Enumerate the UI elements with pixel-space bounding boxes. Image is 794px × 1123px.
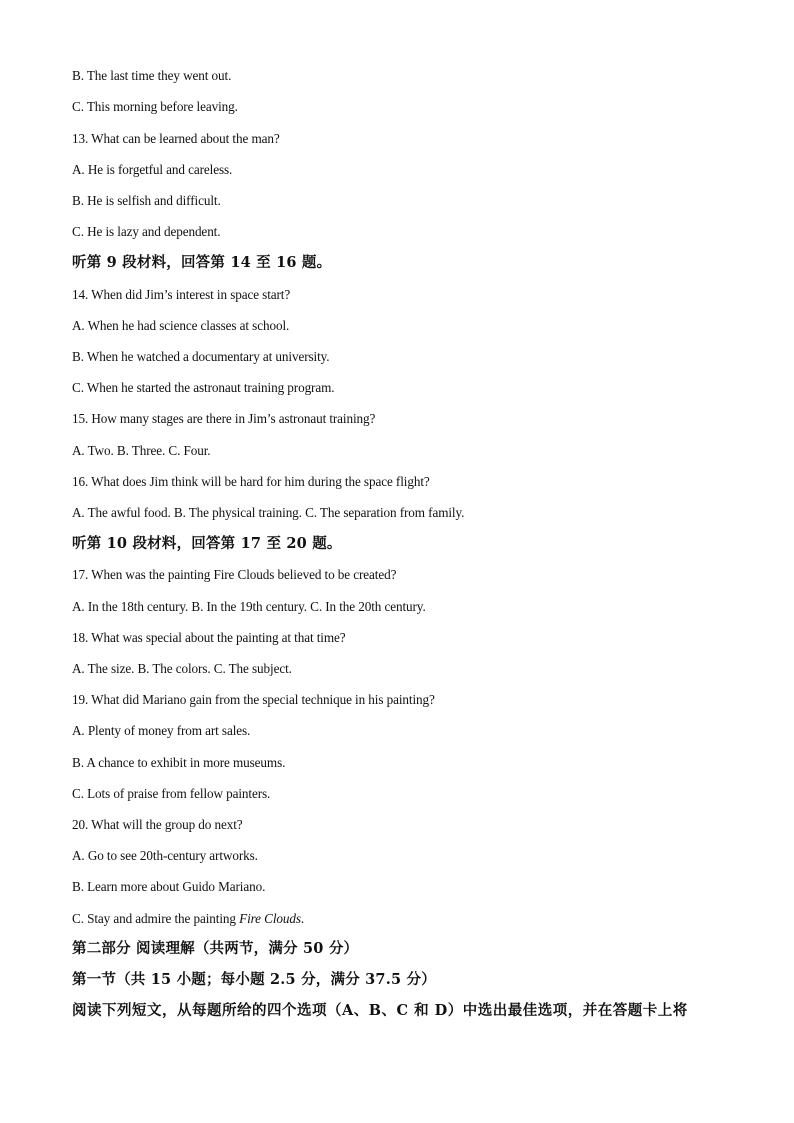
options-15: A. Two. B. Three. C. Four.	[72, 443, 211, 458]
question-20: 20. What will the group do next?	[72, 817, 243, 832]
option-13a: A. He is forgetful and careless.	[72, 162, 233, 177]
option-19b: B. A chance to exhibit in more museums.	[72, 755, 286, 770]
question-17: 17. When was the painting Fire Clouds believed to be created?	[72, 567, 397, 582]
option-20a: A. Go to see 20th-century artworks.	[72, 848, 258, 863]
options-18: A. The size. B. The colors. C. The subject.	[72, 661, 292, 676]
section-heading-passage-9: 听第 9 段材料，回答第 14 至 16 题。	[72, 254, 332, 271]
part-two-heading: 第二部分 阅读理解（共两节，满分 50 分）	[72, 940, 359, 957]
option-20c	[72, 911, 304, 927]
painting-title: Fire Clouds	[239, 911, 301, 926]
option-20c-period: .	[300, 911, 305, 926]
option-13b: B. He is selfish and difficult.	[72, 193, 221, 208]
reading-instructions: 阅读下列短文，从每题所给的四个选项（A、B、C 和 D）中选出最佳选项，并在答题卡上将	[72, 1002, 688, 1019]
question-15: 15. How many stages are there in Jim’s astronaut training?	[72, 411, 376, 426]
options-17: A. In the 18th century. B. In the 19th century. C. In the 20th century.	[72, 599, 426, 614]
options-16: A. The awful food. B. The physical training. C. The separation from family.	[72, 505, 465, 520]
section-heading-passage-10: 听第 10 段材料，回答第 17 至 20 题。	[72, 535, 342, 552]
question-13: 13. What can be learned about the man?	[72, 131, 280, 146]
question-19: 19. What did Mariano gain from the special technique in his painting?	[72, 692, 435, 707]
question-18: 18. What was special about the painting at that time?	[72, 630, 346, 645]
option-20b: B. Learn more about Guido Mariano.	[72, 879, 266, 894]
question-14: 14. When did Jim’s interest in space start?	[72, 287, 291, 302]
option-13c: C. He is lazy and dependent.	[72, 224, 221, 239]
option-12c: C. This morning before leaving.	[72, 99, 238, 114]
option-19c: C. Lots of praise from fellow painters.	[72, 786, 271, 801]
section-one-heading: 第一节（共 15 小题；每小题 2.5 分，满分 37.5 分）	[72, 971, 436, 988]
question-16: 16. What does Jim think will be hard for him during the space flight?	[72, 474, 430, 489]
option-14c: C. When he started the astronaut training program.	[72, 380, 335, 395]
option-19a: A. Plenty of money from art sales.	[72, 723, 251, 738]
option-14a: A. When he had science classes at school.	[72, 318, 290, 333]
option-20c-text: C. Stay and admire the painting	[72, 911, 240, 926]
option-14b: B. When he watched a documentary at university.	[72, 349, 330, 364]
option-12b: B. The last time they went out.	[72, 68, 232, 83]
